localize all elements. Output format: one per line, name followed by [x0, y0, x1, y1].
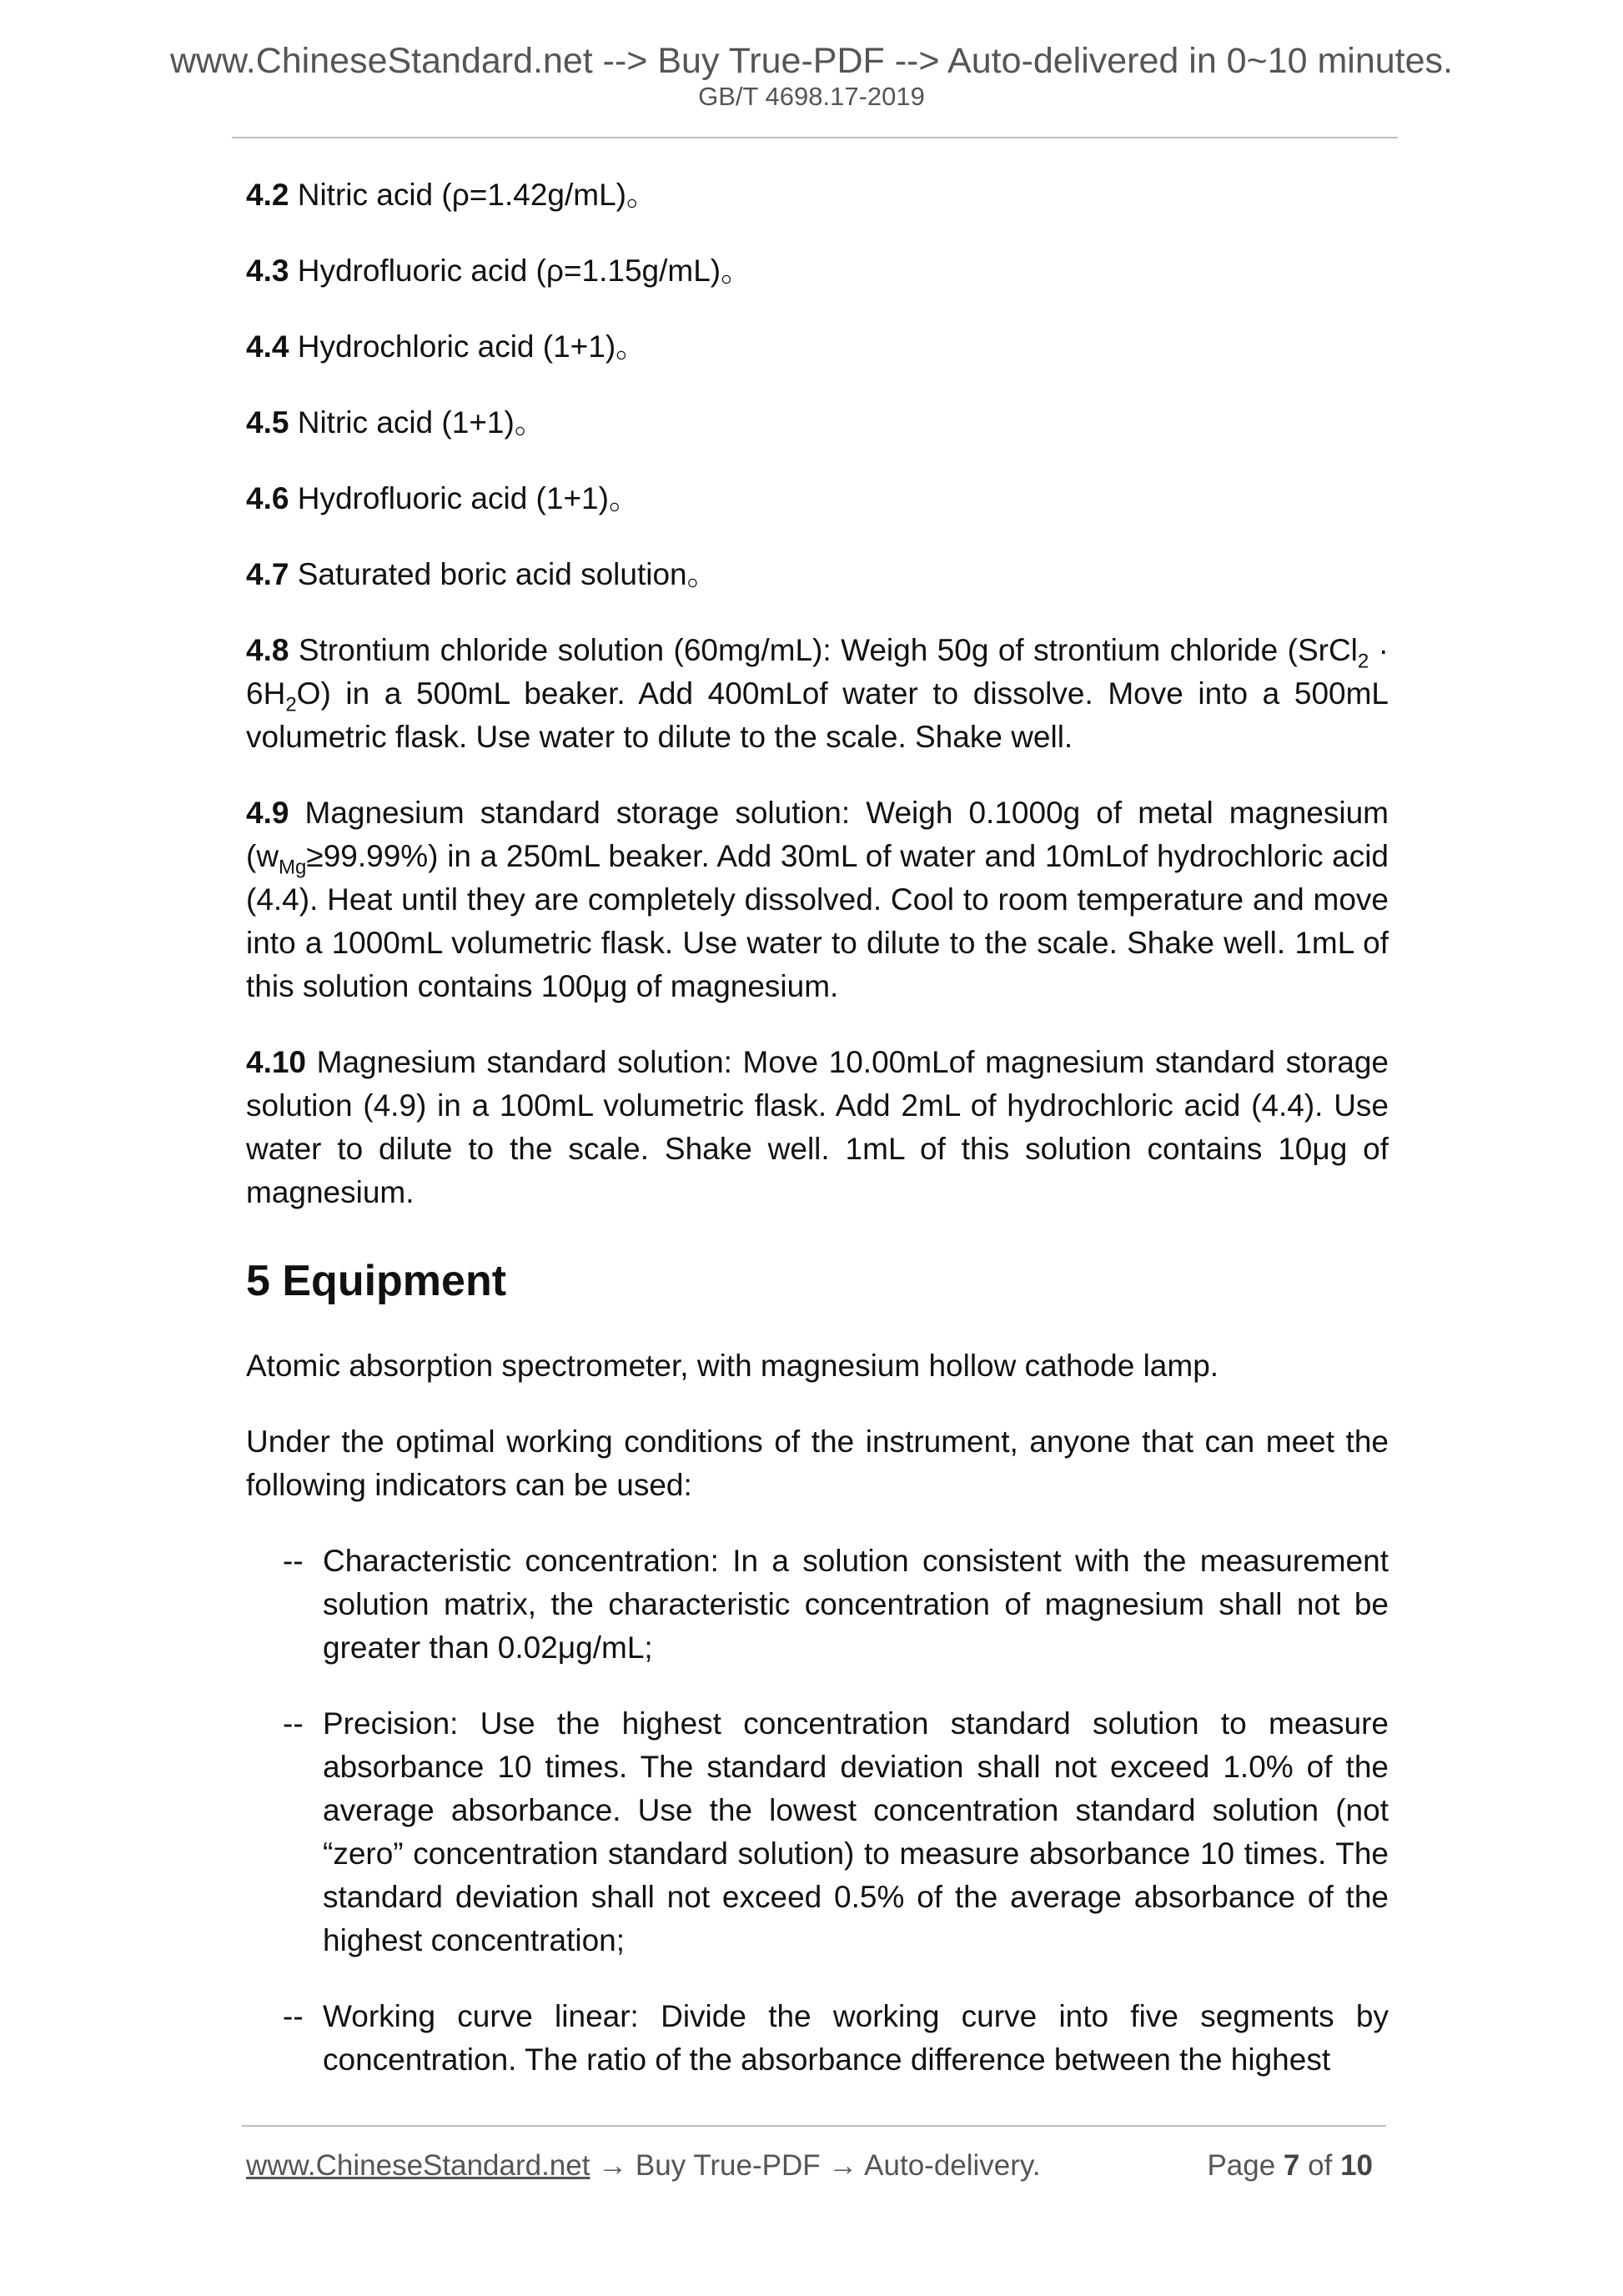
- page-indicator: [1207, 2149, 1373, 2183]
- indicator-text: Working curve linear: Divide the working curve into five segments by concentration. The ratio of the absorbance difference between the highest: [323, 1999, 1389, 2077]
- indicator-item: [283, 1702, 1389, 1962]
- clause-4-7: [246, 553, 1389, 596]
- standard-number: GB/T 4698.17-2019: [698, 82, 925, 111]
- clause-text: O) in a 500mL beaker. Add 400mLof water to dissolve. Move into a 500mL volumetric flask. Use water to dilute to the scale. Shake well.: [246, 676, 1389, 754]
- clause-4-4: [246, 325, 1389, 369]
- subscript: Mg: [279, 856, 307, 879]
- subscript: 2: [1357, 650, 1369, 673]
- indicator-item: [283, 1995, 1389, 2082]
- dash-marker: --: [283, 1999, 304, 2033]
- clause-4-2: [246, 173, 1389, 217]
- dash-marker: --: [283, 1544, 304, 1578]
- document-body: [246, 173, 1389, 2114]
- clause-4-9: [246, 791, 1389, 1008]
- clause-text: Hydrofluoric acid (ρ=1.15g/mL)。: [289, 254, 752, 288]
- clause-number: 4.3: [246, 254, 289, 288]
- equipment-lead: Under the optimal working conditions of the instrument, anyone that can meet the following indicators can be used:: [246, 1424, 1389, 1502]
- page-number: 7: [1283, 2149, 1300, 2182]
- clause-4-3: [246, 249, 1389, 293]
- clause-4-5: [246, 401, 1389, 445]
- dash-marker: --: [283, 1706, 304, 1741]
- clause-text: Nitric acid (1+1)。: [289, 405, 545, 440]
- header-banner: www.ChineseStandard.net --> Buy True-PDF --> Auto-delivered in 0~10 minutes.: [169, 41, 1453, 81]
- clause-text: Magnesium standard solution: Move 10.00mLof magnesium standard storage solution (4.9) in a 100mL volumetric flask. Add 2mL of hydrochloric acid (4.4). Use water to dilute to the scale. Shake well. 1mL of this solution contains 10μg of magnesium.: [246, 1045, 1389, 1209]
- clause-4-6: [246, 477, 1389, 520]
- clause-text: Nitric acid (ρ=1.42g/mL)。: [289, 178, 657, 212]
- indicator-text: Characteristic concentration: In a solution consistent with the measurement solution matrix, the characteristic concentration of magnesium shall not be greater than 0.02μg/mL;: [323, 1544, 1389, 1665]
- indicator-text: Precision: Use the highest concentration standard solution to measure absorbance 10 times. The standard deviation shall not exceed 1.0% of the average absorbance. Use the lowest concentration standard solution (not “zero” concentration standard solution) to measure absorbance 10 times. The standard deviation shall not exceed 0.5% of the average absorbance of the highest concentration;: [323, 1706, 1389, 1957]
- of-word: of: [1308, 2149, 1333, 2182]
- clause-number: 4.4: [246, 329, 289, 364]
- clause-text: Magnesium standard storage solution: Weigh 0.1000g of metal magnesium (w: [246, 796, 1389, 873]
- clause-number: 4.8: [246, 633, 289, 667]
- clause-text: ≥99.99%) in a 250mL beaker. Add 30mL of water and 10mLof hydrochloric acid (4.4). Heat until they are completely dissolved. Cool to room temperature and move into a 1000mL volumetric flask. Use water to dilute to the scale. Shake well. 1mL of this solution contains 100μg of magnesium.: [246, 839, 1389, 1003]
- clause-number: 4.9: [246, 796, 289, 830]
- indicator-item: [283, 1540, 1389, 1670]
- clause-number: 4.7: [246, 557, 289, 591]
- clause-number: 4.2: [246, 178, 289, 212]
- footer-site-link[interactable]: www.ChineseStandard.net: [246, 2149, 590, 2182]
- clause-text: Saturated boric acid solution。: [289, 557, 718, 591]
- clause-text: Hydrofluoric acid (1+1)。: [289, 481, 640, 515]
- clause-text: Strontium chloride solution (60mg/mL): Weigh 50g of strontium chloride (SrCl: [289, 633, 1358, 667]
- footer-tagline: → Buy True-PDF → Auto-delivery.: [590, 2149, 1041, 2182]
- clause-number: 4.5: [246, 405, 289, 440]
- clause-number: 4.6: [246, 481, 289, 515]
- clause-number: 4.10: [246, 1045, 307, 1079]
- clause-text: · 6H: [246, 633, 1389, 711]
- page-word: Page: [1207, 2149, 1276, 2182]
- header-divider: [232, 137, 1398, 138]
- clause-4-10: [246, 1041, 1389, 1214]
- clause-text: Hydrochloric acid (1+1)。: [289, 329, 647, 364]
- footer-link-line: [246, 2149, 1041, 2183]
- subscript: 2: [285, 693, 297, 716]
- equipment-intro: Atomic absorption spectrometer, with magnesium hollow cathode lamp.: [246, 1349, 1219, 1383]
- clause-4-8: [246, 629, 1389, 759]
- page-total: 10: [1340, 2149, 1373, 2182]
- footer-divider: [242, 2125, 1386, 2127]
- section-heading: 5 Equipment: [246, 1257, 507, 1305]
